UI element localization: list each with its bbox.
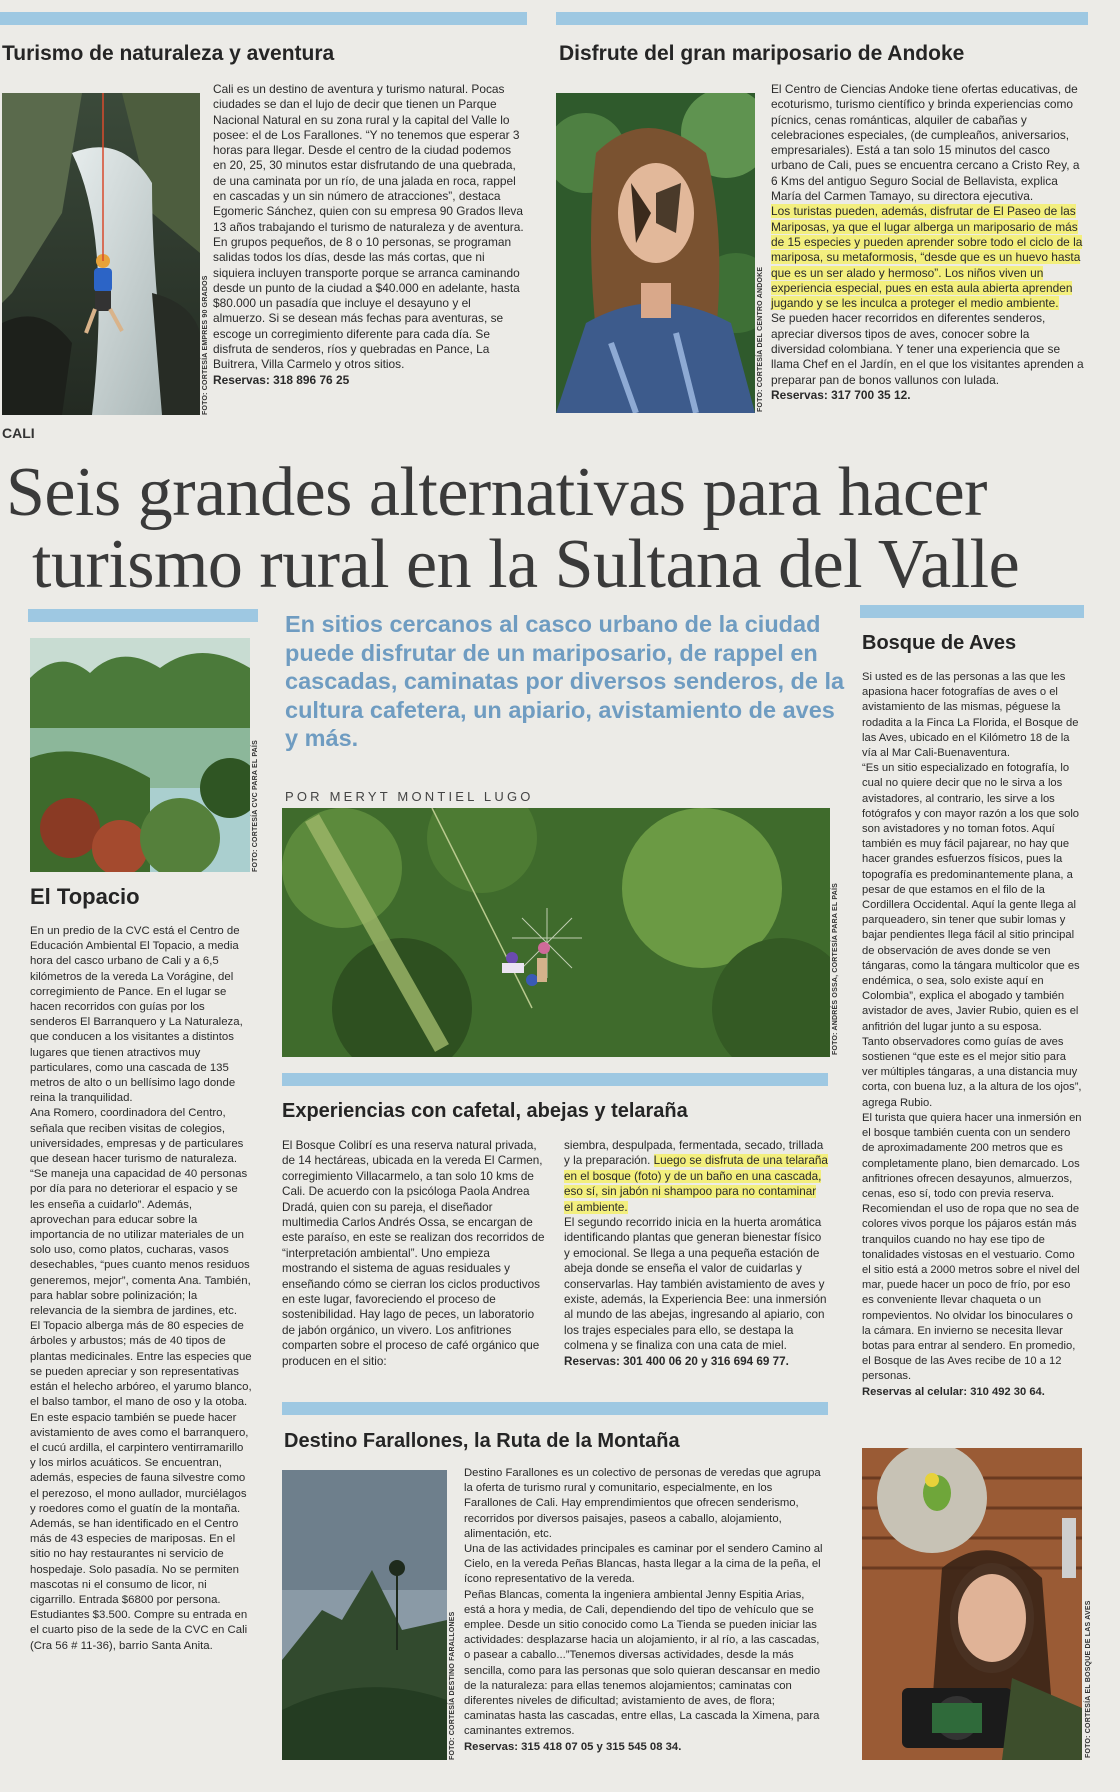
farallones-photo: [282, 1470, 447, 1760]
cafetal-title: Experiencias con cafetal, abejas y telaraña: [282, 1100, 688, 1122]
main-photo-credit: FOTO: ANDRÉS OSSA, CORTESÍA PARA EL PAÍS: [832, 883, 839, 1055]
spider-web-forest-image: [282, 808, 830, 1057]
bosque-paragraph-4: El turista que quiera hacer una inmersión en el bosque también cuenta con un sendero de aproximadamente 200 metros que es completamente plano, bien demarcado. Los anfitriones ofrecen desayunos, almuerzos, cenas, eso sí, todo con previa reserva.: [862, 1111, 1082, 1200]
bosque-photo: [862, 1448, 1082, 1760]
rule-cafetal: [282, 1073, 828, 1086]
farallones-photo-credit: FOTO: CORTESÍA DESTINO FARALLONES: [449, 1611, 456, 1760]
farallones-body: [464, 1466, 828, 1755]
section-label: CALI: [2, 425, 35, 441]
main-photo: [282, 808, 830, 1057]
topacio-paragraph-5: En este espacio también se puede hacer avistamiento de aves como el barranquero, el cucú ardilla, el carpintero ventirramarillo y los mirlos acuáticos. Se encuentran, además, especies de fauna silvestre como el perezoso, el mono aullador, murciélagos y roedores como el guatín de la montaña.: [30, 1411, 249, 1515]
mariposario-reservas: Reservas: 317 700 35 12.: [771, 387, 911, 402]
farallones-title: Destino Farallones, la Ruta de la Montaña: [284, 1430, 680, 1452]
bosque-photo-credit: FOTO: CORTESÍA EL BOSQUE DE LAS AVES: [1085, 1600, 1092, 1758]
waterfall-photo: [2, 93, 200, 415]
topacio-paragraph-3: “Se maneja una capacidad de 40 personas por día para no deteriorar el espacio y se les enseña a cuidarlo”. Además, aprovechan para educar sobre la importancia de no utilizar materiales de un solo uso, como platos, cucharas, vasos desechables, “pues cuanto menos residuos generemos, mejor”, comenta Ana. También, para hablar sobre polinización; la relevancia de la siembra de jardines, etc.: [30, 1168, 251, 1318]
girl-butterfly-image: [556, 93, 755, 413]
nature-photo-credit: FOTO: CORTESÍA EMPRES 90 GRADOS: [202, 275, 209, 415]
bosque-paragraph-1: Si usted es de las personas a las que les apasiona hacer fotografías de aves o el avistamiento de las mismas, péguese la rodadita a la Finca La Florida, el Bosque de las Aves, ubicado en el Kilómetro 18 de la vía al Mar Cali-Buenaventura.: [862, 671, 1079, 760]
cafetal-col2-intro: siembra, despulpada, fermentada, secado, trillada y la preparación.: [564, 1139, 824, 1168]
topacio-photo: [30, 638, 250, 872]
cafetal-col-1: [282, 1138, 546, 1369]
mariposario-photo-credit: FOTO: CORTESÍA DEL CENTRO ANDOKE: [757, 266, 764, 412]
article-deck: En sitios cercanos al casco urbano de la ciudad puede disfrutar de un mariposario, de rappel en cascadas, caminatas por diversos senderos, de la cultura cafetera, un apiario, avistamiento de aves y más.: [285, 611, 845, 751]
nature-reservas: Reservas: 318 896 76 25: [213, 372, 350, 387]
rule-farallones: [282, 1402, 828, 1415]
nature-paragraph-1: Cali es un destino de aventura y turismo natural. Pocas ciudades se dan el lujo de decir que tienen un Parque Nacional Natural en su zona rural y la capital del Valle lo posee: el de Los Farallones. “Y no tenemos que esperar 3 horas para llegar. Desde el centro de la ciudad podemos en 20, 25, 30 minutos estar disfrutando de una quebrada, de una caminata por un río, de una jalada en roca, rappel en cascadas y un sin número de atracciones”, destaca Egomeric Sánchez, quien con su empresa 90 Grados lleva 13 años trabajando el turismo de naturaleza y de aventura.: [213, 82, 524, 234]
byline: POR MERYT MONTIEL LUGO: [285, 789, 534, 804]
bosque-title: Bosque de Aves: [862, 632, 1017, 654]
nature-title: Turismo de naturaleza y aventura: [2, 42, 335, 65]
cafetal-paragraph-2: El segundo recorrido inicia en la huerta aromática identificando plantas que generan bienestar físico y emocional. Se llega a una pequeña estación de abeja donde se enseña el valor de cuidarlas y conservarlas. Hay también avistamiento de aves y existe, además, la Experiencia Bee: una inmersión al mundo de las abejas, ingresando al apiario, con los trajes especiales para ello, se destapa la colmena y se finaliza con una cata de miel.: [564, 1216, 827, 1353]
farallones-paragraph-1: Destino Farallones es un colectivo de personas de veredas que agrupa la oferta de turismo rural y comunitario, especialmente, en los Farallones de Cali. Hay emprendimientos que ofrecen senderismo, recorridos por diversos paisajes, paseos a caballo, alojamiento, alimentación, etc.: [464, 1467, 821, 1540]
cafetal-col-2: [564, 1138, 828, 1369]
topacio-photo-credit: FOTO: CORTESÍA CVC PARA EL PAÍS: [252, 740, 259, 872]
mariposario-title: Disfrute del gran mariposario de Andoke: [559, 42, 965, 65]
topacio-paragraph-6: Además, se han identificado en el Centro más de 43 especies de mariposas. En el sitio no hay restaurantes ni servicio de hospedaje. Solo pasadía. No se permiten mascotas ni el consumo de licor, ni cigarrillo. Entrada $6800 por persona. Estudiantes $3.500. Compre su entrada en el cuarto piso de la sede de la CVC en Cali (Cra 56 # 11-36), barrio Santa Anita.: [30, 1517, 248, 1652]
topacio-paragraph-4: El Topacio alberga más de 80 especies de árboles y arbustos; más de 40 tipos de plantas medicinales. Entre las especies que se pueden apreciar y son representativas están el helecho arbóreo, el yarumo blanco, el balso tambor, el mano de oso y la otoba.: [30, 1320, 252, 1409]
mountain-peak-image: [282, 1470, 447, 1760]
rule-bosque: [860, 605, 1084, 618]
girl-camera-bird-image: [862, 1448, 1082, 1760]
butterfly-photo: [556, 93, 755, 413]
headline-line-1: Seis grandes alternativas para hacer: [6, 454, 987, 531]
nature-body: [213, 82, 526, 388]
headline-line-2: turismo rural en la Sultana del Valle: [32, 526, 1020, 603]
top-rule-left: [0, 12, 527, 25]
cafetal-paragraph-1: El Bosque Colibrí es una reserva natural privada, de 14 hectáreas, ubicada en la vereda El Carmen, corregimiento Villacarmelo, a tan solo 10 kms de Cali. De acuerdo con la psicóloga Paola Andrea Dradá, quien con su pareja, el diseñador multimedia Carlos Andrés Ossa, se encargan de este paraíso, en este se realizan dos recorridos de “interpretación ambiental”. Uno empieza mostrando el sistema de aguas residuales y enseñando cómo se cierran los ciclos productivos en este lugar, favoreciendo el proceso de sostenibilidad. Hay lago de peces, un laboratorio de jabón orgánico, un vivero. Los anfitriones comparten sobre el proceso de café orgánico que producen en el sitio:: [282, 1139, 545, 1368]
mariposario-paragraph-2: Se pueden hacer recorridos en diferentes senderos, apreciar diversos tipos de aves, conocer sobre la diversidad colombiana. Y tener una experiencia que se llama Chef en el Jardín, en el que los visitantes aprenden a preparar pan de bonos vallunos con lulada.: [771, 311, 1084, 387]
farallones-paragraph-2: Una de las actividades principales es caminar por el sendero Camino al Cielo, en la vereda Peñas Blancas, hasta llegar a la cima de la peña, el ícono representativo de la vereda.: [464, 1543, 823, 1586]
bosque-body: [862, 670, 1084, 1400]
lake-garden-image: [30, 638, 250, 872]
topacio-title: El Topacio: [30, 884, 140, 909]
farallones-reservas: Reservas: 315 418 07 05 y 315 545 08 34.: [464, 1740, 682, 1753]
cafetal-highlight: Luego se disfruta de una telaraña en el bosque (foto) y de un baño en una cascada, eso sí, sin jabón ni shampoo para no contaminar el ambiente.: [564, 1154, 828, 1214]
mariposario-highlight: Los turistas pueden, además, disfrutar de El Paseo de las Mariposas, ya que el lugar alberga un mariposario de más de 15 especies y pueden aprender sobre todo el ciclo de la mariposa, su metaformosis, “desde que es un huevo hasta que es un ser alado y hermoso”. Los niños viven un experiencia especial, pues en esta aula abierta aprenden jugando y se les inculca a proteger el medio ambiente.: [771, 204, 1083, 311]
nature-paragraph-2: En grupos pequeños, de 8 o 10 personas, se programan salidas todos los días, desde las más cortas, que ni siquiera incluyen transporte porque se arranca caminando desde un punto de la ciudad a $40.000 en adelante, hasta $80.000 un pasadía que incluye el desayuno y el almuerzo. Si se desean más fechas para aventuras, se escoge un corregimiento diferente para cada día. Se disfruta de senderos, ríos y quebradas en Pance, La Buitrera, Villa Carmelo y otros sitios.: [213, 234, 520, 372]
top-rule-right: [556, 12, 1088, 25]
topacio-paragraph-2: Ana Romero, coordinadora del Centro, señala que reciben visitas de colegios, universidades, empresas y de particulares que desean hacer turismo de naturaleza.: [30, 1107, 244, 1166]
bosque-paragraph-2: “Es un sitio especializado en fotografía, lo cual no quiere decir que no le sirva a los avistadores, al contrario, les sirve a los fotógrafos y con mayor razón a los que solo son avistadores y no toman fotos. Aquí también es muy fácil pajarear, no hay que hacer grandes esfuerzos físicos, pues la topografía es predominantemente plana, a pesar de que estamos en el filo de la Cordillera Occidental. Aquí la gente llega al parqueadero, sin tener que subir lomas y bajar pendientes llega fácil al sitio principal de observación de aves donde se ven tángaras, como la tángara multicolor que es endémica, o sea, solo existe aquí en Colombia”, explica el abogado y también avistador de aves, Javier Rubio, quien es el anfitrión del lugar junto a su esposa.: [862, 762, 1080, 1033]
mariposario-body: [771, 82, 1086, 403]
bosque-reservas: Reservas al celular: 310 492 30 64.: [862, 1385, 1045, 1398]
rule-topacio: [28, 609, 258, 622]
farallones-paragraph-3: Peñas Blancas, comenta la ingeniera ambiental Jenny Espitia Arias, está a hora y media, de Cali, dependiendo del tipo de vehículo que se emplee. Desde un sitio conocido como La Tienda se pueden iniciar las actividades: desplazarse hacia un alojamiento, ir al río, a las cascadas, o pasear a caballo...”Tenemos diversas actividades, desde la más sencilla, como para las personas que solo quieran descansar en medio de la naturaleza: para ellas tenemos alojamientos; caminatas con diferentes niveles de dificultad; avistamiento de aves, de flora; caminatas hasta las cascadas, entre ellas, La cascada la Ximena, para caminantes extremos.: [464, 1588, 821, 1738]
topacio-body: [30, 924, 252, 1654]
topacio-paragraph-1: En un predio de la CVC está el Centro de Educación Ambiental El Topacio, a media hora del casco urbano de Cali y a 6,5 kilómetros de la vereda La Vorágine, del corregimiento de Pance. En el lugar se hacen recorridos con guías por los senderos El Barranquero y La Naturaleza, que conducen a los visitantes a distintos lugares que tienen atractivos muy particulares, como una cascada de 135 metros de alto o un bellísimo lago donde reina la tranquilidad.: [30, 925, 243, 1105]
cafetal-reservas: Reservas: 301 400 06 20 y 316 694 69 77.: [564, 1354, 789, 1368]
mariposario-paragraph-1: El Centro de Ciencias Andoke tiene ofertas educativas, de ecoturismo, turismo científico y brinda experiencias como pícnics, cenas románticas, alquiler de cabañas y celebraciones especiales, (de cumpleaños, aniversarios, empresariales). Está a tan solo 15 minutos del casco urbano de Cali, pues se encuentra cercano a Cristo Rey, a 6 Kms del antiguo Seguro Social de Bellavista, explica María del Carmen Tamayo, su directora ejecutiva.: [771, 82, 1080, 204]
bosque-paragraph-3: Tanto observadores como guías de aves sostienen “que este es el mejor sitio para ver múltiples tángaras, a una distancia muy corta, con buena luz, a la altura de los ojos”, agrega Rubio.: [862, 1035, 1082, 1109]
waterfall-rappel-image: [2, 93, 200, 415]
bosque-paragraph-5: Recomiendan el uso de ropa que no sea de colores vivos porque los pájaros están más tranquilos cuando no hay ese tipo de tonalidades vistosas en el vestuario. Como el sitio está a 2000 metros sobre el nivel del mar, puede hacer un poco de frío, por eso es conveniente llevar chaqueta o un rompevientos. No olvidar los binoculares o la cámara. En invierno se necesita llevar botas para entrar al sendero. En promedio, el Bosque de las Aves recibe de 10 a 12 personas.: [862, 1203, 1080, 1383]
